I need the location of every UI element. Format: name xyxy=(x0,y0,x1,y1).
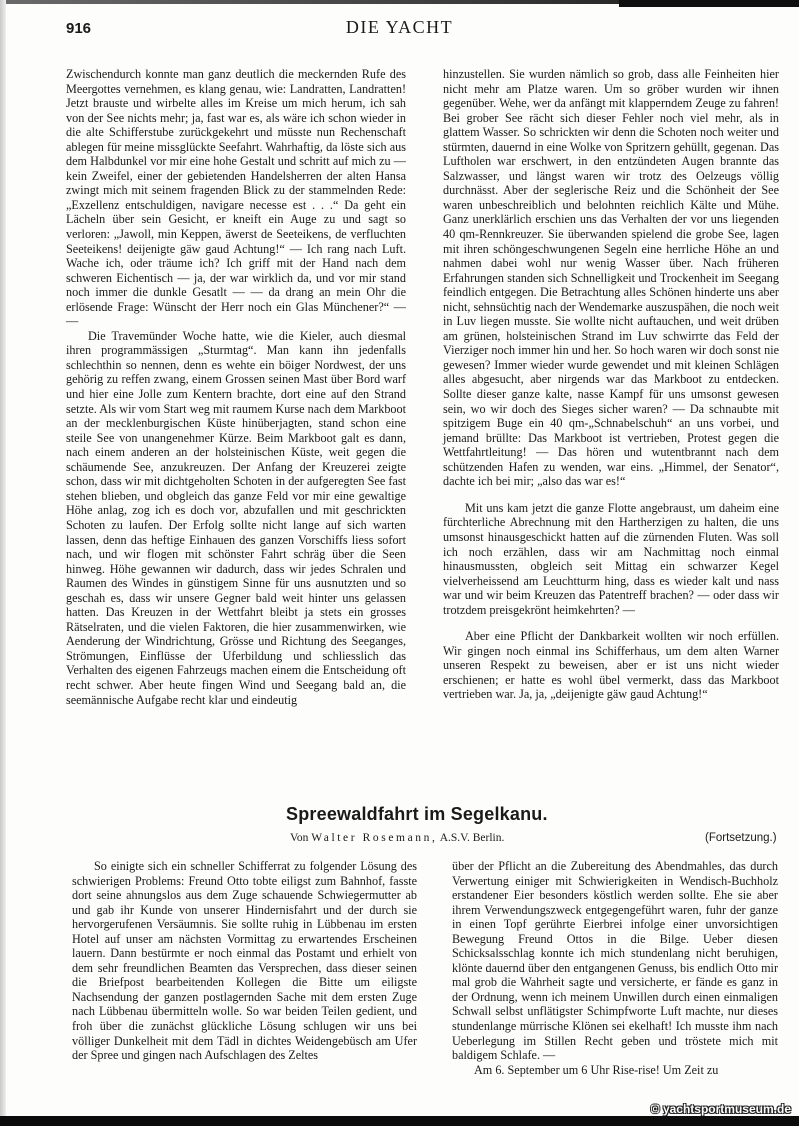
scan-left-edge xyxy=(0,0,6,1126)
journal-title: DIE YACHT xyxy=(345,17,454,37)
paragraph: Aber eine Pflicht der Dankbarkeit wollten wir noch erfüllen. Wir gingen noch einmal ins Schifferhaus, um dem alten Warner unseren Respekt zu beweisen, aber er ist uns nicht wieder erschienen; er hatte es wohl übel vermerkt, dass das Markboot vertrieben war. Ja, ja, „deijenigte gäw gaud Achtung!“ xyxy=(443,629,779,702)
article2-left-column xyxy=(72,859,417,1063)
paragraph: über der Pflicht an die Zubereitung des Abendmahles, das durch Verwertung einiger mit Schwierigkeiten in Wendisch-Buchholz erstandener Eier besonders köstlich werden sollte. Ehe sie aber ihrem Verwendungszweck entgegengeführt waren, fuhr der ganze in einen Topf gerührte Eierbrei infolge einer unvorsichtigen Bewegung Freund Ottos in die Bilge. Ueber diesen Schicksalsschlag konnte ich mich stundenlang nicht beruhigen, klönte dauernd über den entgangenen Genuss, bis endlich Otto mir mal grob die Wahrheit sagte und versicherte, er fände es ganz in der Ordnung, wenn ich meinem Unwillen durch einen einmaligen Schwall selbst unflätigster Schimpfworte Luft machte, nur dieses stundenlange mürrische Klönen sei ekelhaft! Ich musste ihm nach Ueberlegung im Stillen Recht geben und tröstete mich mit baldigem Schlafe. — xyxy=(452,859,778,1063)
paragraph: Am 6. September um 6 Uhr Rise-rise! Um Zeit zu xyxy=(474,1062,719,1077)
byline-prefix: Von xyxy=(290,832,309,844)
continuation-note: (Fortsetzung.) xyxy=(705,832,777,844)
article1-right-column xyxy=(443,67,779,702)
article1-left-column xyxy=(66,67,406,707)
paragraph: Zwischendurch konnte man ganz deutlich die meckernden Rufe des Meergottes vernehmen, es klang genau, wie: Landratten, Landratten! Jetzt brauste und wirbelte alles im Kreise um mich herum, ich sah von der See nichts mehr; ja, fast war es, als wäre ich schon wieder in die alte Schifferstube zurückgekehrt und müsste nun Rechenschaft ablegen für meine missglückte Seefahrt. Wahrhaftig, da löste sich aus dem Halbdunkel vor mir eine hohe Gestalt und schritt auf mich zu — kein Zweifel, einer der gebietenden Handelsherren der alten Hansa zwingt mich mit seinem fragenden Blick zu der stammelnden Rede: „Exzellenz entschuldigen, navigare necesse est . . .“ Da geht ein Lächeln über sein Gesicht, er kneift ein Auge zu und sagt so verloren: „Jawoll, min Keppen, äwerst de Seeteikens, de verfluchten Seeteikens! deijenigte gäw gaud Achtung!“ — Ich rang nach Luft. Wache ich, oder träume ich? Ich griff mit der Hand nach dem schweren Eichentisch — ja, der war wirklich da, und vor mir stand noch immer die dunkle Gesatlt — — da drang an mein Ohr die erlösende Frage: Wünscht der Herr noch ein Glas Münchener?“ — — xyxy=(66,67,406,329)
paragraph: Die Travemünder Woche hatte, wie die Kieler, auch diesmal ihren programmässigen „Sturmtag“. Man kann ihn jedenfalls schlechthin so nennen, denn es wehte ein böiger Nordwest, der uns gehörig zu reffen zwang, einem Grossen seinen Mast über Bord warf und hier eine Jolle zum Kentern brachte, dort eine auf den Strand setzte. Als wir vom Start weg mit raumem Kurse nach dem Markboot an der mecklenburgischen Küste hinüberjagten, stand schon eine steile See von unangenehmer Kürze. Beim Markboot galt es dann, nach einem anderen an der holsteinischen Küste, weit gegen die schäumende See, anzukreuzen. Der Anfang der Kreuzerei zeigte schon, dass wir mit dichtgeholten Schoten in der aufgeregten See fast stehen blieben, und obgleich das ganze Feld vor mir eine gewaltige Höhe anlag, zog ich es doch vor, abzufallen und mit geschrickten Schoten zu laufen. Der Erfolg sollte nicht lange auf sich warten lassen, denn das heftige Einhauen des ganzen Vorschiffs liess sofort nach, und wir flogen mit schönster Fahrt schräg über die Seen hinweg. Höhe gewannen wir dadurch, dass wir jedes Schralen und Raumen des Windes in günstigem Sinne für uns ausnutzten und so geschah es, dass wir unsere Gegner bald weit hinter uns gelassen hatten. Das Kreuzen in der Wettfahrt bleibt ja stets ein grosses Rätselraten, und die vielen Faktoren, die hier zusammenwirken, wie Aenderung der Windrichtung, Grösse und Richtung des Seeganges, Strömungen, Einflüsse der Uferbildung und schliesslich das Verhalten des eigenen Fahrzeugs machen einem die Entscheidung oft recht schwer. Aber heute fingen Wind und Seegang bald an, die seemännische Aufgabe recht klar und eindeutig xyxy=(66,328,406,707)
author-name: Walter Rosemann, xyxy=(311,832,438,844)
article2-right-column xyxy=(452,859,778,1077)
scan-top-edge-dark xyxy=(619,0,799,7)
byline xyxy=(290,832,504,844)
paragraph: Mit uns kam jetzt die ganze Flotte angebraust, um daheim eine fürchterliche Abrechnung mit den Hartherzigen zu halten, die uns umsonst hinausgeschickt hatten auf die zürnenden Fluten. Was soll ich noch erzählen, dass wir am Nachmittag noch einmal hinausmussten, obgleich seit Mittag ein schwarzer Kegel vielverheissend am Leuchtturm hing, dass es wieder kalt und nass war und wir beim Kreuzen das Patentreff brachen? — oder dass wir trotzdem preisgekrönt heimkehrten? — xyxy=(443,500,779,617)
page-number: 916 xyxy=(66,20,92,37)
paragraph: So einigte sich ein schneller Schifferrat zu folgender Lösung des schwierigen Problems: Freund Otto tobte eiligst zum Bahnhof, fasste dort seine ahnungslos aus dem Zuge schauende Schwiegermutter ab und gab ihr Kunde von unserer Hindernisfahrt und der durch sie hervorgerufenen Versäumnis. Sie sollte ruhig in Lübbenau im ersten Hotel auf unser am nächsten Vormittag zu erwartendes Erscheinen lauern. Dann bestürmte er noch einmal das Postamt und erhielt von dem sehr freundlichen Beamten das Versprechen, dass dieser seinen die Briefpost bearbeitenden Kollegen die Bitte um eiligste Nachsendung der ganzen postlagernden Sache mit dem ersten Zuge nach Lübbenau übermitteln wolle. So war beiden Teilen gedient, und froh über die zunächst glückliche Lösung schlugen wir uns bei völliger Dunkelheit mit dem Tädl in dichtes Weidengebüsch am Ufer der Spree und gingen nach Aufschlagen des Zeltes xyxy=(72,859,417,1063)
author-affiliation: A.S.V. Berlin. xyxy=(439,832,505,844)
article-title: Spreewaldfahrt im Segelkanu. xyxy=(286,804,548,824)
paragraph: hinzustellen. Sie wurden nämlich so grob, dass alle Feinheiten hier nicht mehr am Platze waren. Um so gröber wurden wir ihnen gegenüber. Wehe, wer da anfängt mit klapperndem Zeuge zu fahren! Bei grober See rächt sich dieser Fehler noch viel mehr, als in glattem Wasser. So schrickten wir denn die Schoten noch weiter und stürmten, dauernd in eine Wolke von Spritzern gehüllt, gegenan. Das Luftholen war erschwert, in den entzündeten Augen brannte das Salzwasser, und längst waren wir trotz des Oelzeugs völlig durchnässt. Aber der seglerische Reiz und die Schönheit der See waren unbeschreiblich und belohnten reichlich Kälte und Mühe. Ganz unerklärlich erschien uns das Verhalten der vor uns liegenden 40 qm-Rennkreuzer. Sie überwanden spielend die grobe See, lagen mit ihren schöngeschwungenen Segeln eine herrliche Höhe an und nahmen dabei wohl nur wenig Wasser über. Nach früheren Erfahrungen standen sich Schnelligkeit und Trockenheit im Seegang feindlich entgegen. Die Betrachtung alles Schönen hinderte uns aber nicht, sehnsüchtig nach der Wendemarke auszuspähen, die noch weit in Luv liegen musste. Sie wollte nicht auftauchen, und weit drüben am grünen, holsteinischen Strand im Luv schwirrte das Feld der Vierziger noch immer hin und her. So hoch waren wir doch sonst nie gewesen? Immer wieder wurde gewendet und mit kleinen Schlägen alles abgesucht, aber nirgends war das Markboot zu entdecken. Sollte dieser ganze kalte, nasse Kampf für uns umsonst gewesen sein, wo wir doch des Sieges sicher waren? — Da schnaubte mit spitzigem Buge ein 40 qm-„Schnabelschuh“ an uns vorbei, und jemand brüllte: Das Markboot ist vertrieben, Protest gegen die Wettfahrtleitung! — Das hören und wutentbrannt nach dem schützenden Hafen zu wenden, war eins. „Himmel, der Senator“, dachte ich bei mir; „also das war es!“ xyxy=(443,67,779,489)
watermark: © yachtsportmuseum.de xyxy=(650,1102,791,1116)
scan-bottom-edge xyxy=(0,1116,799,1126)
